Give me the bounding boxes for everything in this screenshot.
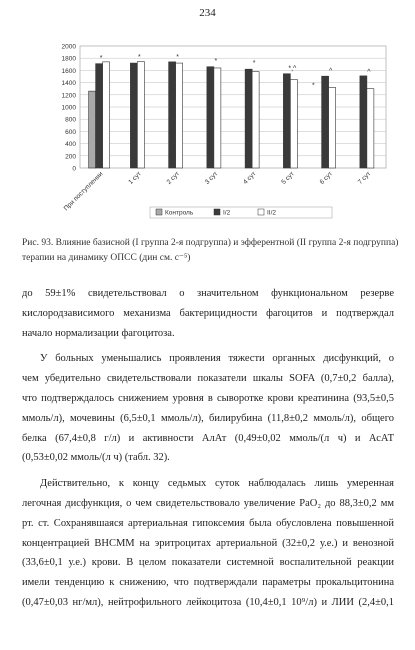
y-tick-label: 200: [65, 153, 76, 161]
bar: [360, 76, 367, 168]
bar: [214, 68, 221, 168]
x-tick-label: При поступлении: [62, 170, 105, 213]
text-line: Действительно, к концу седьмых суток наблюдалась лишь умеренная: [40, 478, 394, 490]
text-line: (0,53±0,02 ммоль/(л ч) (табл. 32).: [22, 452, 170, 464]
page-number: 234: [199, 7, 216, 19]
y-tick-label: 400: [65, 141, 76, 149]
annotation-mark: *: [138, 53, 141, 61]
x-tick-label: 7 сут: [356, 170, 373, 186]
annotation-mark: *: [312, 82, 315, 90]
legend-label: II/2: [267, 209, 277, 217]
y-tick-label: 2000: [61, 43, 76, 51]
text-line: что подтверждалось снижением уровня в сыворотке крови креатинина (93,5±0,5: [22, 392, 394, 404]
caption-line-2: терапии на динамику ОПСС (дин см. с⁻⁵): [22, 253, 191, 263]
bar: [283, 74, 290, 168]
annotation-mark: ^: [328, 67, 333, 75]
bar: [89, 91, 96, 168]
bar: [329, 87, 336, 168]
legend-swatch: [156, 209, 162, 215]
x-tick-label: 3 сут: [203, 170, 220, 186]
bar: [367, 89, 374, 168]
paragraph-1: [22, 284, 394, 343]
legend-label: Контроль: [165, 209, 194, 217]
annotation-mark: *,^: [288, 65, 297, 73]
annotation-mark: *: [214, 58, 218, 66]
legend-swatch: [214, 209, 220, 215]
annotation-mark: *: [176, 53, 179, 61]
y-tick-label: 1400: [61, 80, 76, 88]
x-tick-label: 5 сут: [280, 170, 296, 186]
text-line: концентрацией ВНСММ на эритроцитах артериальной (32±0,2 у.е.) и венозной: [22, 537, 394, 549]
text-line: чем убедительно свидетельствовали показатели шкалы SOFA (0,7±0,2 балла),: [22, 373, 394, 385]
x-tick-label: 1 сут: [127, 170, 143, 186]
y-tick-label: 1000: [61, 104, 76, 112]
bar: [96, 64, 103, 168]
annotation-mark: *: [252, 59, 256, 67]
body-text: [22, 284, 394, 613]
text-line: рт. ст. Сохранявшаяся артериальная гипоксемия была обусловлена повышенной: [22, 517, 394, 529]
x-tick-label: 2 сут: [165, 170, 182, 186]
bar: [245, 69, 252, 168]
text-line: кислородзависимого механизма бактерицидности фагоцитов и подтверждал: [22, 307, 394, 319]
annotation-mark: ^: [367, 68, 371, 76]
paragraph-2: [22, 349, 394, 468]
text-line: (0,47±0,03 нг/мл), нейтрофильного лейкоцитоза (10,4±0,1 10⁹/л) и ЛИИ (2,4±0,1: [22, 596, 394, 608]
text-line: ммоль/л), мочевины (6,5±0,1 ммоль/л), билирубина (11,8±0,2 ммоль/л), общего: [22, 412, 394, 424]
y-tick-label: 1600: [61, 67, 76, 75]
text-line: имели тенденцию к снижению, что подтверждали параметры прокальцитонина: [22, 577, 394, 589]
text-line: (33,6±0,1 у.е.) крови. В целом показатели системной воспалительной реакции: [22, 557, 394, 569]
bar: [103, 62, 110, 168]
bar: [322, 76, 329, 168]
y-tick-label: 1200: [61, 92, 76, 100]
caption-line-1: Рис. 93. Влияние базисной (I группа 2-я подгруппа) и эфферентной (II группа 2-я подгруппа): [22, 238, 399, 248]
x-tick-label: 6 сут: [318, 170, 335, 186]
bar: [176, 63, 183, 168]
bar: [207, 67, 214, 168]
paragraph-3: [22, 474, 394, 613]
bar: [169, 62, 176, 168]
y-tick-label: 1800: [61, 55, 76, 63]
text-line: начало нормализации фагоцитоза.: [22, 327, 175, 339]
bar: [290, 80, 297, 168]
y-tick-label: 800: [65, 116, 76, 124]
text-line: до 59±1% свидетельствовал о значительном функциональном резерве: [22, 288, 394, 299]
bar: [130, 63, 137, 168]
annotation-mark: *: [99, 55, 103, 63]
y-tick-label: 0: [72, 165, 76, 173]
legend-label: I/2: [223, 209, 231, 217]
figure-caption: [22, 236, 399, 266]
text-line: У больных уменьшались проявления тяжести органных дисфункций, о: [40, 353, 394, 365]
x-tick-label: 4 сут: [242, 170, 258, 186]
text-line: белка (67,4±0,8 г/л) и активности АлАт (0,49±0,02 ммоль/(л ч) и АсАТ: [22, 432, 394, 444]
text-line: легочная дисфункция, о чем свидетельствовало увеличение PaO₂ до 88,3±0,2 мм: [22, 497, 394, 509]
bar: [252, 72, 259, 168]
bar-chart: [18, 36, 398, 228]
y-tick-label: 600: [65, 128, 76, 136]
legend-swatch: [258, 209, 264, 215]
bar: [137, 62, 144, 168]
